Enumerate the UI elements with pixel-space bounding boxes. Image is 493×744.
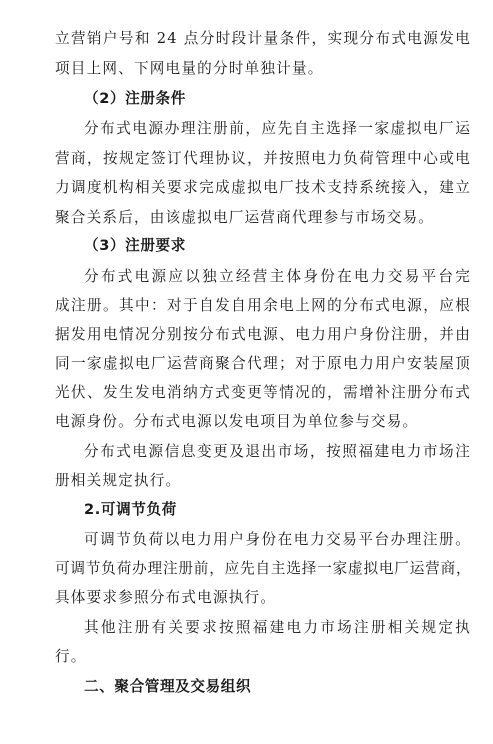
paragraph-line: 立营销户号和 24 点分时段计量条件，实现分布式电源发电 bbox=[55, 30, 471, 47]
paragraph-line: 行。 bbox=[55, 648, 87, 665]
paragraph-line: 同一家虚拟电厂运营商聚合代理；对于原电力用户安装屋顶 bbox=[55, 355, 471, 372]
paragraph-line: 项目上网、下网电量的分时单独计量。 bbox=[55, 60, 324, 77]
paragraph-line: 分布式电源应以独立经营主体身份在电力交易平台完 bbox=[84, 268, 471, 285]
paragraph-line: 光伏、发生发电消纳方式变更等情况的，需增补注册分布式 bbox=[55, 384, 471, 401]
paragraph-line: 具体要求参照分布式电源执行。 bbox=[55, 589, 277, 606]
paragraph-line: 聚合关系后，由该虚拟电厂运营商代理参与市场交易。 bbox=[55, 209, 435, 226]
paragraph-line: 据发用电情况分别按分布式电源、电力用户身份注册，并由 bbox=[55, 326, 471, 343]
paragraph-line: 可调节负荷以电力用户身份在电力交易平台办理注册。 bbox=[84, 531, 471, 548]
paragraph-line: 力调度机构相关要求完成虚拟电厂技术支持系统接入，建立 bbox=[55, 179, 471, 196]
heading-adjustable-load: 2.可调节负荷 bbox=[84, 501, 177, 518]
paragraph-line: 分布式电源办理注册前，应先自主选择一家虚拟电厂运 bbox=[84, 120, 471, 137]
paragraph-line: 册相关规定执行。 bbox=[55, 472, 182, 489]
section-heading-aggregation: 二、聚合管理及交易组织 bbox=[84, 678, 252, 695]
subheading-registration-conditions: （2）注册条件 bbox=[84, 90, 186, 107]
paragraph-line: 可调节负荷办理注册前，应先自主选择一家虚拟电厂运营商， bbox=[55, 560, 471, 577]
paragraph-line: 其他注册有关要求按照福建电力市场注册相关规定执 bbox=[84, 619, 471, 636]
paragraph-line: 营商，按规定签订代理协议，并按照电力负荷管理中心或电 bbox=[55, 150, 471, 167]
paragraph-line: 成注册。其中：对于自发自用余电上网的分布式电源，应根 bbox=[55, 297, 471, 314]
paragraph-line: 分布式电源信息变更及退出市场，按照福建电力市场注 bbox=[84, 443, 471, 460]
subheading-registration-requirements: （3）注册要求 bbox=[84, 237, 186, 254]
paragraph-line: 电源身份。分布式电源以发电项目为单位参与交易。 bbox=[55, 413, 419, 430]
